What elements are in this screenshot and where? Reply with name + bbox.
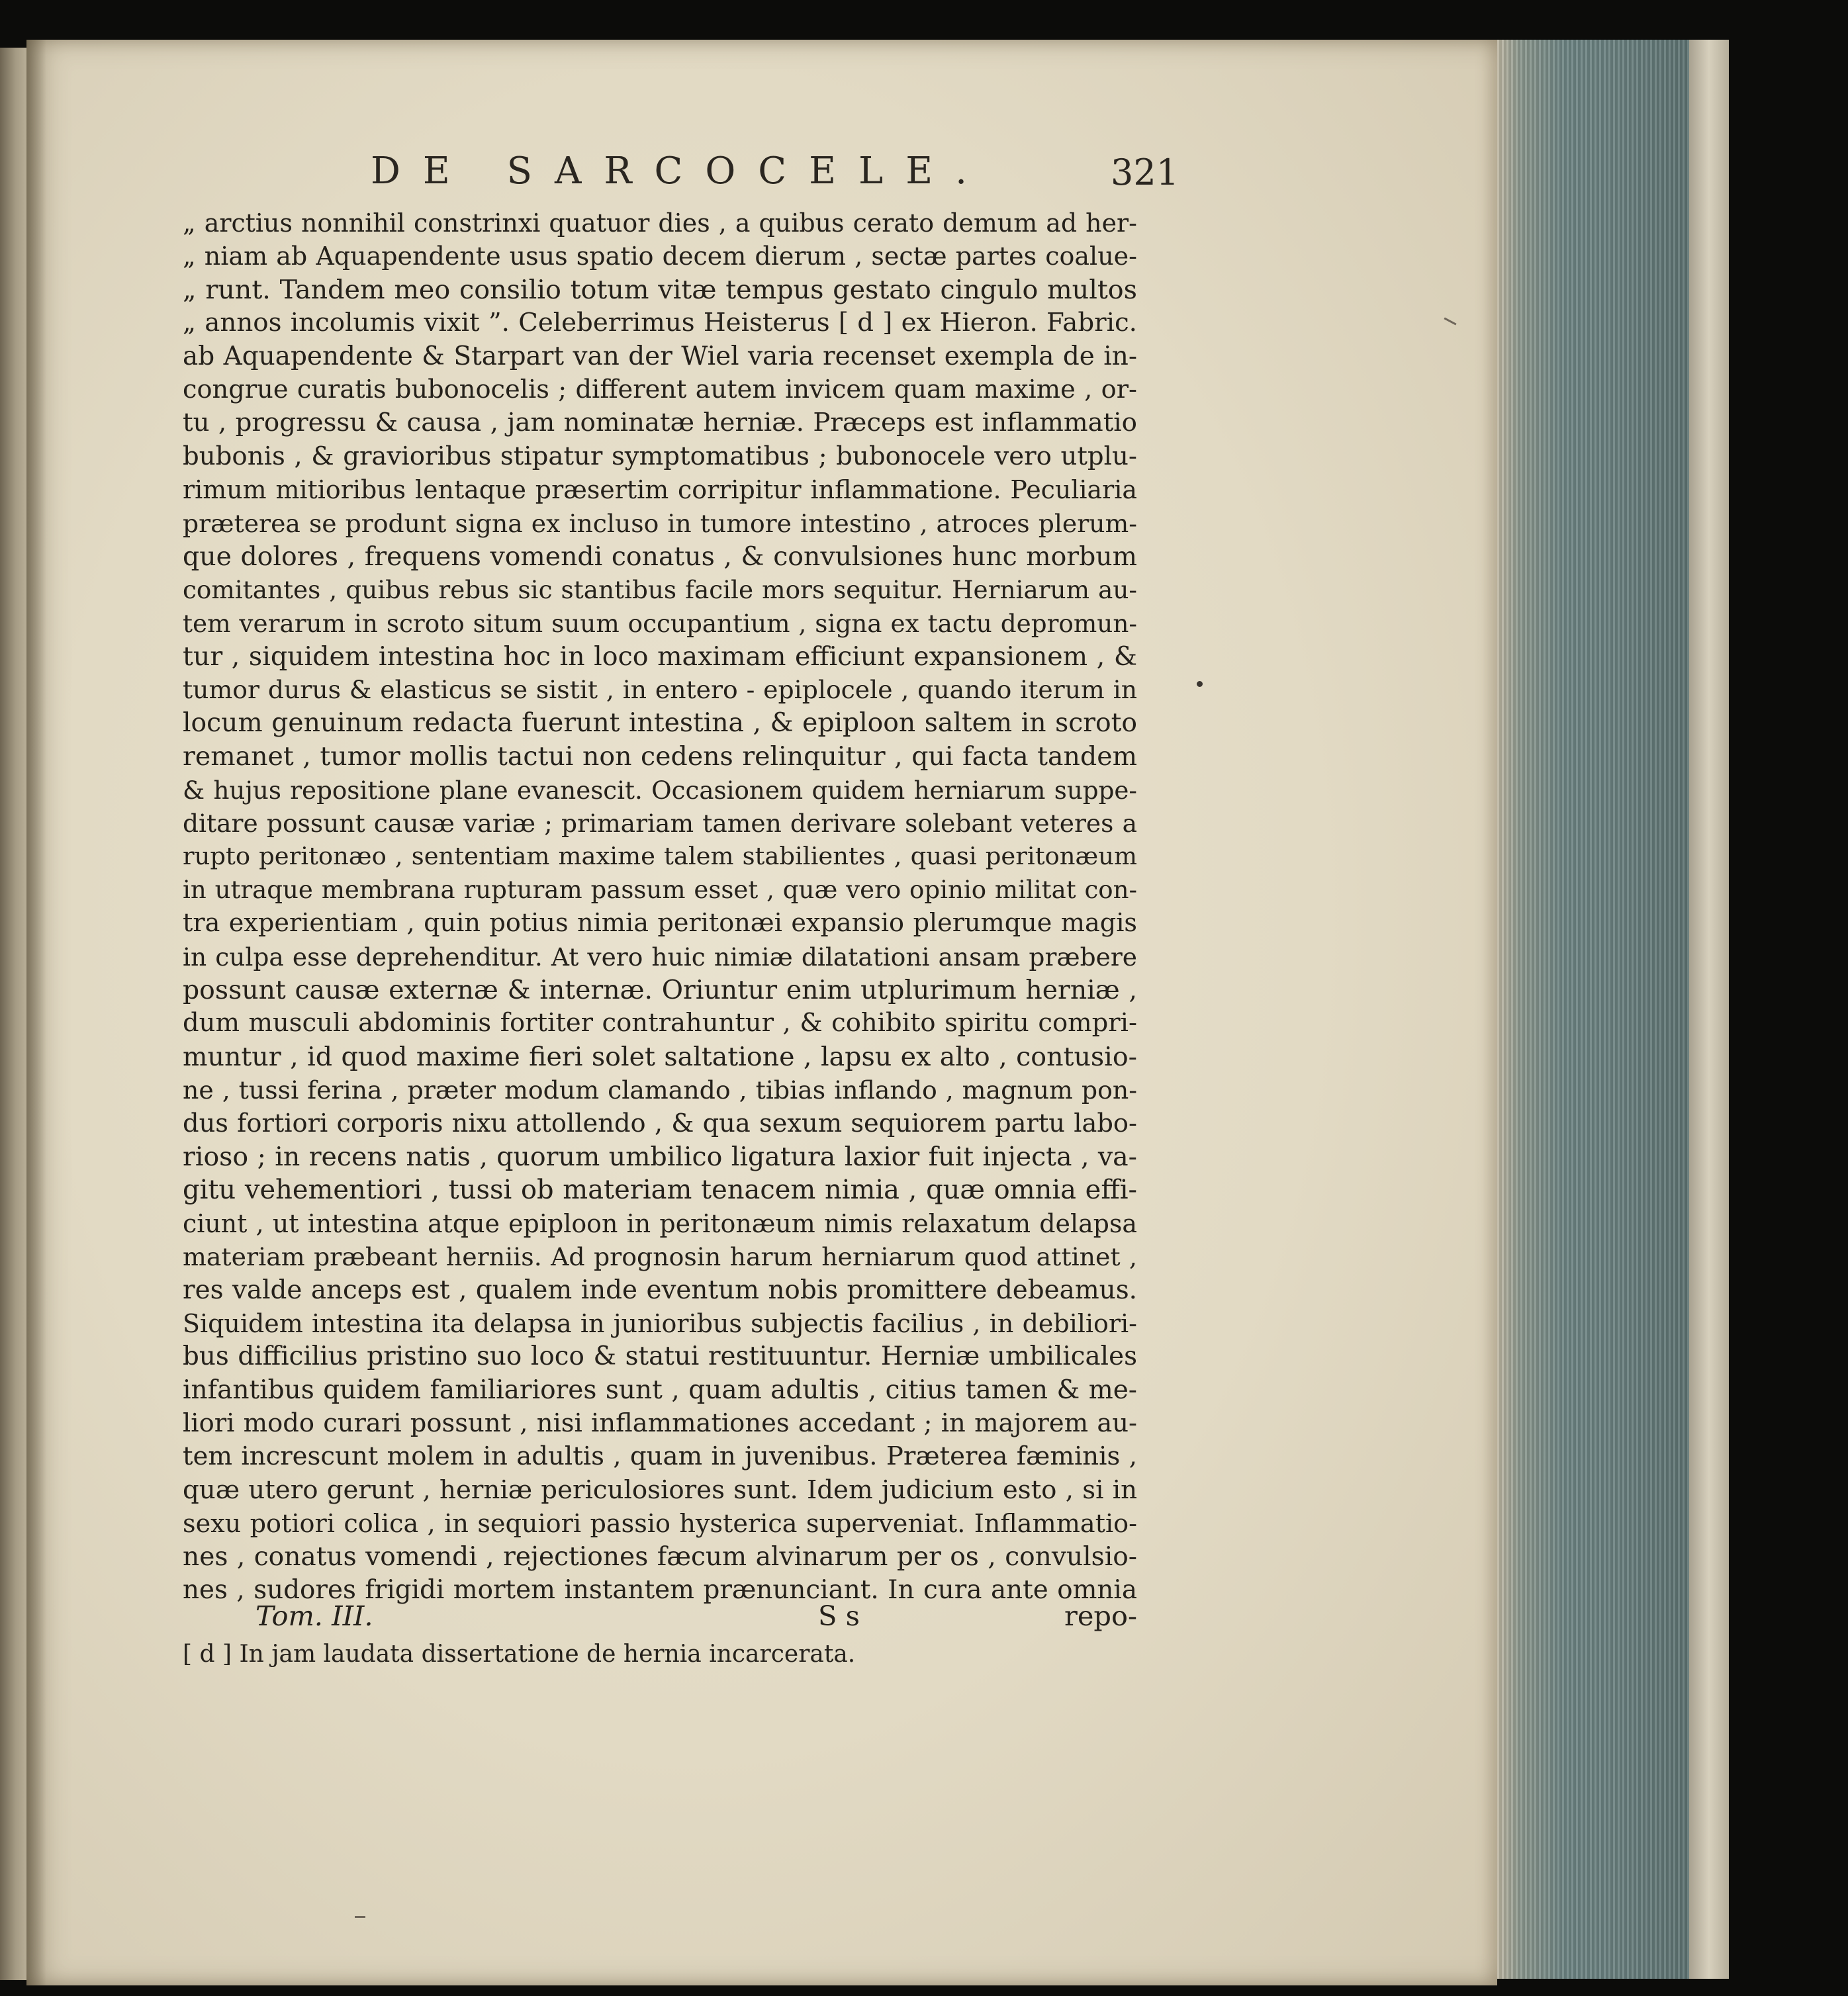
text-line: & hujus repositione plane evanescit. Occasionem quidem herniarum suppe-	[183, 775, 1137, 805]
text-line: ditare possunt causæ variæ ; primariam tamen derivare solebant veteres a	[183, 809, 1137, 839]
text-line: dum musculi abdominis fortiter contrahuntur , & cohibito spiritu compri-	[183, 1008, 1137, 1038]
text-line: ne , tussi ferina , præter modum clamando , tibias inflando , magnum pon-	[183, 1075, 1137, 1105]
text-line: quæ utero gerunt , herniæ periculosiores sunt. Idem judicium esto , si in	[183, 1474, 1137, 1505]
body-text	[183, 206, 1137, 1607]
text-line: gitu vehementiori , tussi ob materiam tenacem nimia , quæ omnia effi-	[183, 1175, 1137, 1206]
volume-number: Tom. III.	[255, 1600, 373, 1632]
ink-speck	[1197, 681, 1203, 687]
footnote: [ d ] In jam laudata dissertatione de hernia incarcerata.	[183, 1641, 856, 1668]
text-line: bubonis , & gravioribus stipatur symptomatibus ; bubonocele vero utplu-	[183, 441, 1137, 471]
text-line: Siquidem intestina ita delapsa in junioribus subjectis facilius , in debiliori-	[183, 1308, 1137, 1338]
text-line: „ arctius nonnihil constrinxi quatuor dies , a quibus cerato demum ad her-	[183, 208, 1137, 238]
gutter-shadow	[26, 40, 46, 1985]
signature-mark: S s	[818, 1600, 860, 1632]
text-line: materiam præbeant herniis. Ad prognosin harum herniarum quod attinet ,	[183, 1242, 1137, 1272]
text-line: comitantes , quibus rebus sic stantibus facile mors sequitur. Herniarum au-	[183, 575, 1137, 605]
text-line: rupto peritonæo , sententiam maxime talem stabilientes , quasi peritonæum	[183, 842, 1137, 871]
text-line: tur , siquidem intestina hoc in loco maximam efficiunt expansionem , &	[183, 641, 1137, 672]
text-line: locum genuinum redacta fuerunt intestina , & epiploon saltem in scroto	[183, 707, 1137, 738]
text-line: sexu potiori colica , in sequiori passio hysterica superveniat. Inflammatio-	[183, 1509, 1137, 1539]
running-head-title: DE SARCOCELE.	[371, 150, 990, 193]
text-line: muntur , id quod maxime fieri solet saltatione , lapsu ex alto , contusio-	[183, 1041, 1137, 1072]
previous-page-edge	[0, 48, 26, 1980]
text-line: ciunt , ut intestina atque epiploon in peritonæum nimis relaxatum delapsa	[183, 1208, 1137, 1238]
text-line: tumor durus & elasticus se sistit , in entero - epiplocele , quando iterum in	[183, 675, 1137, 705]
text-line: in culpa esse deprehenditur. At vero huic nimiæ dilatationi ansam præbere	[183, 942, 1137, 972]
text-line: que dolores , frequens vomendi conatus , & convulsiones hunc morbum	[183, 541, 1137, 572]
text-line: dus fortiori corporis nixu attollendo , & qua sexum sequiorem partu labo-	[183, 1108, 1137, 1138]
text-line: res valde anceps est , qualem inde eventum nobis promittere debeamus.	[183, 1275, 1137, 1305]
text-line: congrue curatis bubonocelis ; different autem invicem quam maxime , or-	[183, 374, 1137, 404]
text-line: possunt causæ externæ & internæ. Oriuntur enim utplurimum herniæ ,	[183, 974, 1137, 1005]
cover-board	[1689, 40, 1729, 1979]
text-line: „ runt. Tandem meo consilio totum vitæ tempus gestato cingulo multos	[183, 274, 1137, 305]
text-line: bus difficilius pristino suo loco & statui restituuntur. Herniæ umbilicales	[183, 1341, 1137, 1372]
text-line: in utraque membrana rupturam passum esset , quæ vero opinio militat con-	[183, 875, 1137, 904]
text-line: liori modo curari possunt , nisi inflammationes accedant ; in majorem au-	[183, 1408, 1137, 1439]
page-number: 321	[1111, 152, 1179, 193]
page-block-fore-edge	[1497, 40, 1689, 1979]
margin-dash	[355, 1916, 365, 1918]
text-line: infantibus quidem familiariores sunt , quam adultis , citius tamen & me-	[183, 1375, 1137, 1405]
running-head	[371, 147, 1179, 196]
text-line: rioso ; in recens natis , quorum umbilico ligatura laxior fuit injecta , va-	[183, 1141, 1137, 1172]
text-line: remanet , tumor mollis tactui non cedens relinquitur , qui facta tandem	[183, 741, 1137, 772]
text-line: præterea se produnt signa ex incluso in tumore intestino , atroces plerum-	[183, 508, 1137, 538]
page-footer	[183, 1598, 1137, 1635]
text-line: nes , conatus vomendi , rejectiones fæcum alvinarum per os , convulsio-	[183, 1541, 1137, 1572]
catchword: repo-	[1064, 1600, 1137, 1632]
text-line: tem verarum in scroto situm suum occupantium , signa ex tactu depromun-	[183, 608, 1137, 638]
text-line: tem increscunt molem in adultis , quam in juvenibus. Præterea fæminis ,	[183, 1441, 1137, 1472]
text-line: rimum mitioribus lentaque præsertim corripitur inflammatione. Peculiaria	[183, 475, 1137, 505]
text-line: „ niam ab Aquapendente usus spatio decem dierum , sectæ partes coalue-	[183, 242, 1137, 271]
text-line: „ annos incolumis vixit ”. Celeberrimus Heisterus [ d ] ex Hieron. Fabric.	[183, 308, 1137, 338]
text-line: tu , progressu & causa , jam nominatæ herniæ. Præceps est inflammatio	[183, 408, 1137, 438]
text-line: ab Aquapendente & Starpart van der Wiel varia recenset exempla de in-	[183, 341, 1137, 371]
text-line: tra experientiam , quin potius nimia peritonæi expansio plerumque magis	[183, 909, 1137, 938]
text-line: nes , sudores frigidi mortem instantem prænunciant. In cura ante omnia	[183, 1575, 1137, 1606]
